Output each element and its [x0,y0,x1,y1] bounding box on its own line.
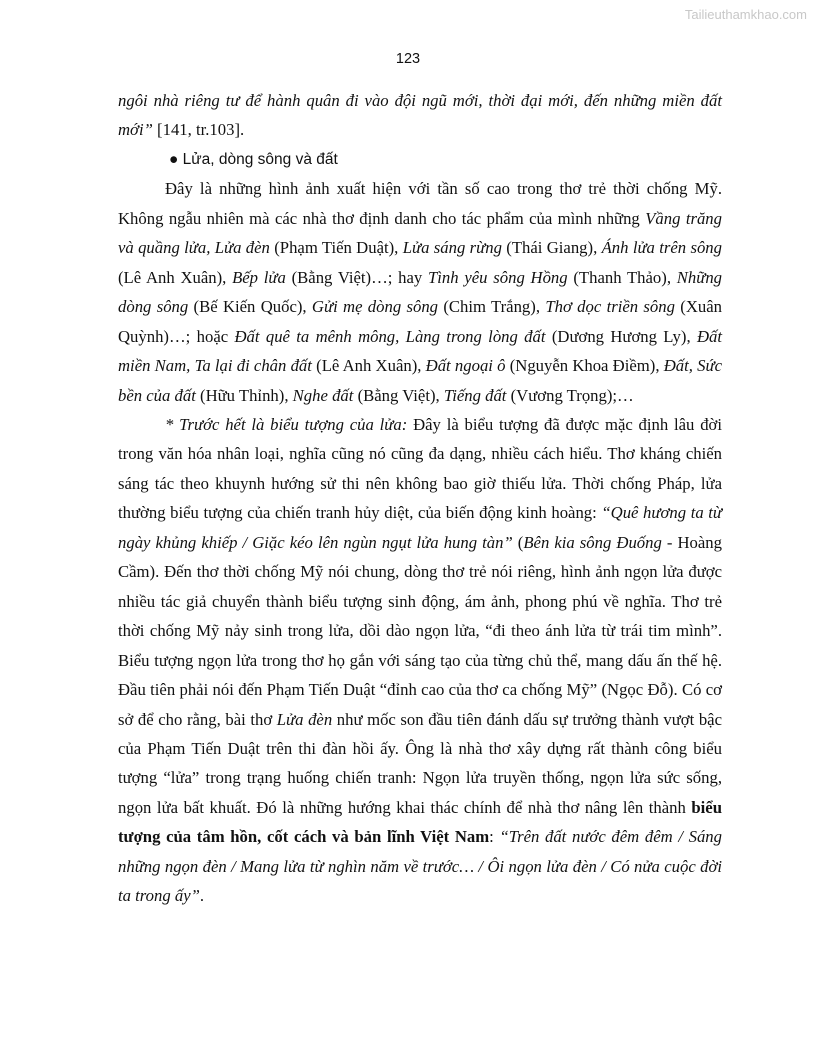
poem-quote: “Quê hương ta từ ngày khủng khiếp / Giặc kéo lên ngùn ngụt lửa hung tàn” [118,503,723,552]
lead-phrase: * Trước hết là biểu tượng của lửa: [165,414,408,434]
work-title: Ánh lửa trên sông [601,238,722,258]
watermark: Tailieuthamkhao.com [684,7,807,22]
section-heading: ● Lửa, dòng sông và đất [169,150,338,168]
work-title: Nghe đất [292,385,354,405]
work-title: Những dòng sông [118,267,723,317]
work-title: Lửa sáng rừng [402,238,502,258]
work-title: Đất ngoại ô [425,356,506,376]
page-body [118,86,722,911]
paragraph-fire-symbol: * Trước hết là biểu tượng của lửa: Đây là biểu tượng đã được mặc định lâu đời trong văn hóa nhân loại, nghĩa cũng nó cũng đa dạng, nhiều cách hiểu. Thơ kháng chiến sáng tác theo khuynh hướng sử thi nên không bao giờ thiếu lửa. Thời chống Pháp, lửa thường biểu tượng của chiến tranh hủy diệt, của biến động kinh hoàng: “Quê hương ta từ ngày khủng khiếp / Giặc kéo lên ngùn ngụt lửa hung tàn” (Bên kia sông Đuống - Hoàng Cầm). Đến thơ thời chống Mỹ nói chung, dòng thơ trẻ nói riêng, hình ảnh ngọn lửa được nhiều tác giả chuyển thành biểu tượng sinh động, ám ảnh, phong phú về nghĩa. Thơ trẻ thời chống Mỹ nảy sinh trong lửa, dồi dào ngọn lửa, “đi theo ánh lửa từ trái tim mình”. Biểu tượng ngọn lửa trong thơ họ gắn với sáng tạo của từng chủ thể, mang dấu ấn thế hệ. Đầu tiên phải nói đến Phạm Tiến Duật “đỉnh cao của thơ ca chống Mỹ” (Ngọc Đỗ). Có cơ sở để cho rằng, bài thơ Lửa đèn như mốc son đầu tiên đánh dấu sự trưởng thành vượt bậc của Phạm Tiến Duật trên thi đàn hồi ấy. Ông là nhà thơ xây dựng rất thành công biểu tượng “lửa” trong trạng huống chiến tranh: Ngọn lửa truyền thống, ngọn lửa sức sống, ngọn lửa bất khuất. Đó là những hướng khai thác chính để nhà thơ nâng lên thành biểu tượng của tâm hồn, cốt cách và bản lĩnh Việt Nam: “Trên đất nước đêm đêm / Sáng những ngọn đèn / Mang lửa từ nghìn năm về trước… / Ôi ngọn lửa đèn / Có nửa cuộc đời ta trong ấy”. [118,414,723,906]
work-title: Lửa đèn [276,709,333,729]
quote-text: ngôi nhà riêng tư để hành quân đi vào đội ngũ mới, thời đại mới, đến những miền đất mới” [118,91,722,140]
poem-quote: “Trên đất nước đêm đêm / Sáng những ngọn đèn / Mang lửa từ nghìn năm về trước… / Ôi ngọn lửa đèn / Có nửa cuộc đời ta trong ấy” [118,827,722,906]
work-title: Bếp lửa [232,267,286,287]
work-title: Tình yêu sông Hồng [428,267,568,287]
work-title: Đất quê ta mênh mông, Làng trong lòng đất [234,326,546,346]
work-title: Bên kia sông Đuống [523,532,662,552]
page-number: 123 [395,51,421,67]
work-title: Thơ dọc triền sông [545,297,675,317]
work-title: Gửi mẹ dòng sông [311,297,439,317]
citation: [141, tr.103]. [152,120,245,140]
work-title: Đất miền Nam, Ta lại đi chân đất [118,326,722,376]
paragraph-titles: Đây là những hình ảnh xuất hiện với tần số cao trong thơ trẻ thời chống Mỹ. Không ngẫu nhiên mà các nhà thơ định danh cho tác phẩm của mình những Vầng trăng và quầng lửa, Lửa đèn (Phạm Tiến Duật), Lửa sáng rừng (Thái Giang), Ánh lửa trên sông (Lê Anh Xuân), Bếp lửa (Bằng Việt)…; hay Tình yêu sông Hồng (Thanh Thảo), Những dòng sông (Bế Kiến Quốc), Gửi mẹ dòng sông (Chim Trắng), Thơ dọc triền sông (Xuân Quỳnh)…; hoặc Đất quê ta mênh mông, Làng trong lòng đất (Dương Hương Ly), Đất miền Nam, Ta lại đi chân đất (Lê Anh Xuân), Đất ngoại ô (Nguyễn Khoa Điềm), Đất, Sức bền của đất (Hữu Thỉnh), Nghe đất (Bằng Việt), Tiếng đất (Vương Trọng);… [118,179,723,405]
work-title: Vầng trăng và quầng lửa, Lửa đèn [118,208,722,258]
work-title: Tiếng đất [443,385,507,405]
paragraph-quote-continuation [118,86,722,145]
emphasis-text: biểu tượng của tâm hồn, cốt cách và bản lĩnh Việt Nam [118,797,722,847]
work-title: Đất, Sức bền của đất [118,356,722,405]
